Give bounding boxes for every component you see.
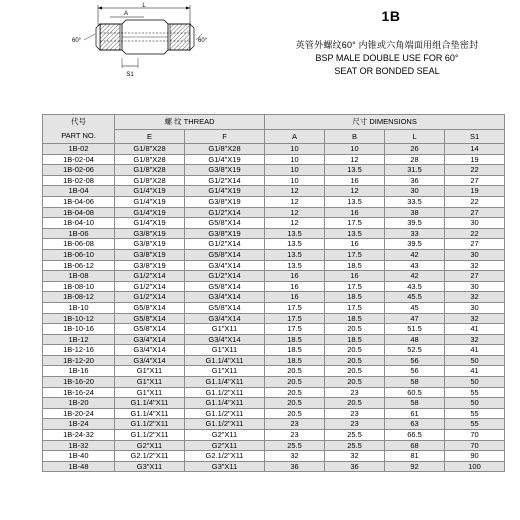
thread-f-cell: G1.1/4"X11 xyxy=(185,398,265,409)
part-number-cell: 1B-12-16 xyxy=(43,345,115,356)
dim-a-cell: 10 xyxy=(265,154,325,165)
dim-s1-cell: 22 xyxy=(445,196,505,207)
thread-f-cell: G5/8"X14 xyxy=(185,302,265,313)
thread-f-cell: G3/8"X19 xyxy=(185,165,265,176)
part-number-cell: 1B-16 xyxy=(43,366,115,377)
thread-e-cell: G1/8"X28 xyxy=(115,175,185,186)
part-number-cell: 1B-02-06 xyxy=(43,165,115,176)
dim-a-cell: 17.5 xyxy=(265,324,325,335)
thread-f-cell: G1/4"X19 xyxy=(185,186,265,197)
dim-b-cell: 23 xyxy=(325,387,385,398)
thread-e-cell: G1/8"X28 xyxy=(115,144,185,155)
part-number-cell: 1B-12-20 xyxy=(43,355,115,366)
thread-e-cell: G3/8"X19 xyxy=(115,239,185,250)
thread-f-cell: G1.1/4"X11 xyxy=(185,377,265,388)
thread-f-cell: G1/2"X14 xyxy=(185,271,265,282)
dim-l-cell: 28 xyxy=(385,154,445,165)
dim-s1-cell: 90 xyxy=(445,451,505,462)
thread-right xyxy=(170,24,190,50)
part-number-cell: 1B-04-08 xyxy=(43,207,115,218)
thread-e-cell: G1/2"X14 xyxy=(115,271,185,282)
thread-e-cell: G2.1/2"X11 xyxy=(115,451,185,462)
thread-e-cell: G3/4"X14 xyxy=(115,345,185,356)
dim-a-cell: 23 xyxy=(265,419,325,430)
thread-e-cell: G3/8"X19 xyxy=(115,260,185,271)
dim-s1-cell: 27 xyxy=(445,175,505,186)
thread-f-cell: G3/4"X14 xyxy=(185,313,265,324)
dim-a-cell: 20.5 xyxy=(265,387,325,398)
table-row xyxy=(43,302,505,313)
part-number-cell: 1B-02-04 xyxy=(43,154,115,165)
part-number-cell: 1B-02-08 xyxy=(43,175,115,186)
table-row xyxy=(43,207,505,218)
table-row xyxy=(43,377,505,388)
dim-s1-cell: 14 xyxy=(445,144,505,155)
thread-f-cell: G1.1/2"X11 xyxy=(185,408,265,419)
dim-b-cell: 25.5 xyxy=(325,430,385,441)
thread-f-cell: G3/4"X14 xyxy=(185,292,265,303)
part-number-cell: 1B-06-08 xyxy=(43,239,115,250)
dim-s1-cell: 55 xyxy=(445,387,505,398)
thread-f-cell: G1/4"X19 xyxy=(185,154,265,165)
part-number-cell: 1B-24-32 xyxy=(43,430,115,441)
dim-b-cell: 18.5 xyxy=(325,334,385,345)
dim-s1-cell: 55 xyxy=(445,419,505,430)
table-row xyxy=(43,398,505,409)
part-number-cell: 1B-08-12 xyxy=(43,292,115,303)
dim-l-cell: 56 xyxy=(385,355,445,366)
title-block xyxy=(262,8,512,78)
thread-f-cell: G5/8"X14 xyxy=(185,249,265,260)
thread-e-cell: G3/4"X14 xyxy=(115,355,185,366)
part-number-cell: 1B-08-10 xyxy=(43,281,115,292)
dimensions-header: 尺寸 DIMENSIONS xyxy=(265,115,505,130)
dim-b-cell: 18.5 xyxy=(325,313,385,324)
dim-a-cell: 13.5 xyxy=(265,260,325,271)
thread-f-cell: G5/8"X14 xyxy=(185,218,265,229)
dim-b-cell: 16 xyxy=(325,271,385,282)
spec-table-body xyxy=(43,144,505,472)
thread-e-cell: G2"X11 xyxy=(115,440,185,451)
thread-f-cell: G1.1/2"X11 xyxy=(185,419,265,430)
table-row xyxy=(43,218,505,229)
thread-e-cell: G3/8"X19 xyxy=(115,228,185,239)
thread-header: 螺 纹 THREAD xyxy=(115,115,265,130)
thread-f-cell: G2"X11 xyxy=(185,430,265,441)
dim-a-cell: 18.5 xyxy=(265,345,325,356)
dim-s1-cell: 30 xyxy=(445,218,505,229)
dim-l-cell: 61 xyxy=(385,408,445,419)
table-row xyxy=(43,165,505,176)
dim-b-cell: 18.5 xyxy=(325,292,385,303)
thread-f-cell: G1"X11 xyxy=(185,324,265,335)
thread-f-cell: G2"X11 xyxy=(185,440,265,451)
dim-l-cell: 33 xyxy=(385,228,445,239)
dim-l-cell: 45.5 xyxy=(385,292,445,303)
column-header-l: L xyxy=(385,130,445,144)
thread-f-cell: G1.1/2"X11 xyxy=(185,387,265,398)
dim-s1-cell: 70 xyxy=(445,440,505,451)
dim-b-cell: 32 xyxy=(325,451,385,462)
thread-e-cell: G1.1/4"X11 xyxy=(115,398,185,409)
part-number-cell: 1B-04-06 xyxy=(43,196,115,207)
dim-l-cell: 68 xyxy=(385,440,445,451)
dim-s1-cell: 32 xyxy=(445,260,505,271)
dim-s1-cell: 32 xyxy=(445,292,505,303)
column-header-s1: S1 xyxy=(445,130,505,144)
dim-s1-label: S1 xyxy=(126,72,134,78)
dim-l-cell: 39.5 xyxy=(385,239,445,250)
dim-a-cell: 32 xyxy=(265,451,325,462)
dim-s1-cell: 22 xyxy=(445,228,505,239)
thread-e-cell: G1"X11 xyxy=(115,377,185,388)
dim-l-cell: 33.5 xyxy=(385,196,445,207)
part-number-cell: 1B-04-10 xyxy=(43,218,115,229)
dim-l-cell: 43.5 xyxy=(385,281,445,292)
thread-f-cell: G5/8"X14 xyxy=(185,281,265,292)
part-number-header-cn: 代号 xyxy=(71,117,86,126)
dim-b-cell: 13.5 xyxy=(325,165,385,176)
thread-e-cell: G1/8"X28 xyxy=(115,165,185,176)
part-number-cell: 1B-48 xyxy=(43,461,115,472)
cone-right xyxy=(190,24,194,50)
dim-a-cell: 36 xyxy=(265,461,325,472)
dim-b-cell: 12 xyxy=(325,186,385,197)
dim-s1-cell: 30 xyxy=(445,281,505,292)
dim-s1-cell: 30 xyxy=(445,302,505,313)
table-row xyxy=(43,186,505,197)
part-number-cell: 1B-16-24 xyxy=(43,387,115,398)
dim-a-cell: 18.5 xyxy=(265,334,325,345)
column-header-e: E xyxy=(115,130,185,144)
dim-a-cell: 13.5 xyxy=(265,239,325,250)
dim-l-cell: 42 xyxy=(385,249,445,260)
dim-s1-cell: 27 xyxy=(445,271,505,282)
table-row xyxy=(43,387,505,398)
part-number-cell: 1B-32 xyxy=(43,440,115,451)
table-row xyxy=(43,355,505,366)
dim-arrow-right xyxy=(186,7,190,10)
part-number-header xyxy=(43,115,115,144)
dim-s1-cell: 41 xyxy=(445,345,505,356)
dim-b-cell: 16 xyxy=(325,207,385,218)
dim-a-cell: 16 xyxy=(265,271,325,282)
dim-a-cell: 12 xyxy=(265,186,325,197)
thread-e-cell: G1/4"X19 xyxy=(115,207,185,218)
dim-b-cell: 23 xyxy=(325,419,385,430)
dim-b-cell: 17.5 xyxy=(325,218,385,229)
subtitle-chinese: 英管外螺纹60° 内锥或六角端面用组合垫密封 xyxy=(295,40,479,50)
dim-s1-cell: 30 xyxy=(445,249,505,260)
table-row xyxy=(43,249,505,260)
thread-f-cell: G2.1/2"X11 xyxy=(185,451,265,462)
dim-s1-cell: 27 xyxy=(445,239,505,250)
thread-f-cell: G1/2"X14 xyxy=(185,239,265,250)
thread-left xyxy=(100,24,120,50)
thread-f-cell: G1"X11 xyxy=(185,345,265,356)
part-number-cell: 1B-06 xyxy=(43,228,115,239)
dim-l-cell: 92 xyxy=(385,461,445,472)
thread-e-cell: G1/4"X19 xyxy=(115,186,185,197)
dim-b-cell: 20.5 xyxy=(325,366,385,377)
table-row xyxy=(43,313,505,324)
column-header-b: B xyxy=(325,130,385,144)
table-row xyxy=(43,461,505,472)
dim-b-cell: 17.5 xyxy=(325,249,385,260)
dim-a-cell: 17.5 xyxy=(265,313,325,324)
thread-f-cell: G1/2"X14 xyxy=(185,175,265,186)
dim-l-cell: 42 xyxy=(385,271,445,282)
dim-b-cell: 13.5 xyxy=(325,228,385,239)
dim-a-cell: 16 xyxy=(265,292,325,303)
dim-a-label: A xyxy=(123,11,129,17)
table-row xyxy=(43,292,505,303)
dim-s1-cell: 19 xyxy=(445,186,505,197)
dim-b-cell: 17.5 xyxy=(325,302,385,313)
thread-e-cell: G3/8"X19 xyxy=(115,249,185,260)
table-row xyxy=(43,440,505,451)
dim-a-cell: 12 xyxy=(265,218,325,229)
table-row xyxy=(43,144,505,155)
part-number-header-en: PART NO. xyxy=(61,131,96,140)
part-number-cell: 1B-24 xyxy=(43,419,115,430)
dim-a-cell: 13.5 xyxy=(265,249,325,260)
dim-b-cell: 20.5 xyxy=(325,355,385,366)
dim-l-cell: 56 xyxy=(385,366,445,377)
dim-b-cell: 16 xyxy=(325,239,385,250)
table-row xyxy=(43,334,505,345)
part-number-cell: 1B-04 xyxy=(43,186,115,197)
dim-s1-cell: 19 xyxy=(445,154,505,165)
dim-l-cell: 52.5 xyxy=(385,345,445,356)
table-row xyxy=(43,324,505,335)
thread-e-cell: G1/4"X19 xyxy=(115,196,185,207)
table-row xyxy=(43,366,505,377)
part-number-cell: 1B-20 xyxy=(43,398,115,409)
dim-a-cell: 20.5 xyxy=(265,366,325,377)
dim-s1-cell: 50 xyxy=(445,377,505,388)
thread-e-cell: G1.1/2"X11 xyxy=(115,419,185,430)
dim-s1-cell: 50 xyxy=(445,398,505,409)
thread-f-cell: G1.1/4"X11 xyxy=(185,355,265,366)
dim-s1-cell: 55 xyxy=(445,408,505,419)
part-number-cell: 1B-20-24 xyxy=(43,408,115,419)
dim-l-cell: 39.5 xyxy=(385,218,445,229)
table-row xyxy=(43,430,505,441)
table-row xyxy=(43,408,505,419)
dim-s1-cell: 100 xyxy=(445,461,505,472)
thread-e-cell: G1.1/4"X11 xyxy=(115,408,185,419)
dim-a-cell: 17.5 xyxy=(265,302,325,313)
dim-b-cell: 18.5 xyxy=(325,260,385,271)
dim-b-cell: 20.5 xyxy=(325,377,385,388)
dim-l-cell: 31.5 xyxy=(385,165,445,176)
dim-s1-cell: 70 xyxy=(445,430,505,441)
dim-b-cell: 25.5 xyxy=(325,440,385,451)
thread-f-cell: G3/8"X19 xyxy=(185,196,265,207)
thread-e-cell: G1"X11 xyxy=(115,387,185,398)
dim-a-cell: 25.5 xyxy=(265,440,325,451)
thread-e-cell: G5/8"X14 xyxy=(115,313,185,324)
dim-b-cell: 10 xyxy=(325,144,385,155)
column-header-a: A xyxy=(265,130,325,144)
table-row xyxy=(43,228,505,239)
dim-b-cell: 20.5 xyxy=(325,398,385,409)
dim-s1-cell: 41 xyxy=(445,324,505,335)
thread-f-cell: G1/2"X14 xyxy=(185,207,265,218)
dim-a-cell: 16 xyxy=(265,281,325,292)
dim-a-cell: 10 xyxy=(265,165,325,176)
dim-l-cell: 48 xyxy=(385,334,445,345)
table-row xyxy=(43,419,505,430)
dim-s1-cell: 32 xyxy=(445,334,505,345)
dim-b-cell: 20.5 xyxy=(325,345,385,356)
dim-a-cell: 12 xyxy=(265,207,325,218)
dim-s1-cell: 41 xyxy=(445,366,505,377)
dim-arrow-left xyxy=(98,7,102,10)
part-number-cell: 1B-10 xyxy=(43,302,115,313)
dim-l-cell: 36 xyxy=(385,175,445,186)
thread-e-cell: G1.1/2"X11 xyxy=(115,430,185,441)
table-row xyxy=(43,196,505,207)
table-row xyxy=(43,281,505,292)
part-number-cell: 1B-12 xyxy=(43,334,115,345)
dim-b-cell: 13.5 xyxy=(325,196,385,207)
dim-s1-cell: 50 xyxy=(445,355,505,366)
dim-b-cell: 12 xyxy=(325,154,385,165)
dim-l-cell: 58 xyxy=(385,398,445,409)
dim-s1-cell: 27 xyxy=(445,207,505,218)
cone-left xyxy=(96,24,100,50)
dim-b-cell: 36 xyxy=(325,461,385,472)
thread-f-cell: G1/8"X28 xyxy=(185,144,265,155)
dim-b-cell: 16 xyxy=(325,175,385,186)
dim-l-cell: 58 xyxy=(385,377,445,388)
part-number-title: 1B xyxy=(381,8,401,24)
dim-a-cell: 10 xyxy=(265,144,325,155)
table-row xyxy=(43,345,505,356)
part-number-cell: 1B-02 xyxy=(43,144,115,155)
part-number-cell: 1B-06-10 xyxy=(43,249,115,260)
part-number-cell: 1B-16-20 xyxy=(43,377,115,388)
angle-right-label: 60° xyxy=(198,38,208,44)
dim-l-cell: 63 xyxy=(385,419,445,430)
part-number-cell: 1B-08 xyxy=(43,271,115,282)
dim-l-cell: 51.5 xyxy=(385,324,445,335)
table-row xyxy=(43,271,505,282)
thread-e-cell: G1/2"X14 xyxy=(115,281,185,292)
dim-a-cell: 12 xyxy=(265,196,325,207)
dim-a-cell: 20.5 xyxy=(265,377,325,388)
part-number-cell: 1B-10-12 xyxy=(43,313,115,324)
thread-f-cell: G3/4"X14 xyxy=(185,334,265,345)
thread-e-cell: G1/2"X14 xyxy=(115,292,185,303)
part-number-cell: 1B-40 xyxy=(43,451,115,462)
dim-l-cell: 60.5 xyxy=(385,387,445,398)
dim-a-cell: 20.5 xyxy=(265,398,325,409)
dim-l-cell: 66.5 xyxy=(385,430,445,441)
dim-b-cell: 20.5 xyxy=(325,324,385,335)
thread-e-cell: G1"X11 xyxy=(115,366,185,377)
table-row xyxy=(43,451,505,462)
part-number-cell: 1B-06-12 xyxy=(43,260,115,271)
dim-b-cell: 17.5 xyxy=(325,281,385,292)
dim-l-cell: 43 xyxy=(385,260,445,271)
fitting-diagram xyxy=(60,2,210,80)
dim-a-cell: 20.5 xyxy=(265,408,325,419)
dim-l-cell: 81 xyxy=(385,451,445,462)
thread-f-cell: G1"X11 xyxy=(185,366,265,377)
thread-e-cell: G5/8"X14 xyxy=(115,324,185,335)
dim-b-cell: 23 xyxy=(325,408,385,419)
dim-l-cell: 45 xyxy=(385,302,445,313)
table-row xyxy=(43,154,505,165)
spec-table xyxy=(42,114,505,472)
thread-e-cell: G1/8"X28 xyxy=(115,154,185,165)
dim-s1-cell: 22 xyxy=(445,165,505,176)
part-number-cell: 1B-10-16 xyxy=(43,324,115,335)
table-row xyxy=(43,175,505,186)
subtitle-english-line-2: SEAT OR BONDED SEAL xyxy=(334,66,440,76)
thread-f-cell: G3/4"X14 xyxy=(185,260,265,271)
thread-e-cell: G3/4"X14 xyxy=(115,334,185,345)
dim-a-cell: 10 xyxy=(265,175,325,186)
dim-l-cell: 47 xyxy=(385,313,445,324)
column-header-f: F xyxy=(185,130,265,144)
dim-a-cell: 18.5 xyxy=(265,355,325,366)
dim-a-cell: 13.5 xyxy=(265,228,325,239)
table-row xyxy=(43,239,505,250)
thread-e-cell: G5/8"X14 xyxy=(115,302,185,313)
angle-left-label: 60° xyxy=(72,38,82,44)
dim-l-cell: 30 xyxy=(385,186,445,197)
dim-l-cell: 26 xyxy=(385,144,445,155)
subtitle-english-line-1: BSP MALE DOUBLE USE FOR 60° xyxy=(315,53,459,63)
thread-f-cell: G3"X11 xyxy=(185,461,265,472)
thread-e-cell: G1/4"X19 xyxy=(115,218,185,229)
dim-l-cell: 38 xyxy=(385,207,445,218)
dim-l-label: L xyxy=(142,3,146,9)
thread-f-cell: G3/8"X19 xyxy=(185,228,265,239)
thread-e-cell: G3"X11 xyxy=(115,461,185,472)
dim-s1-cell: 32 xyxy=(445,313,505,324)
table-row xyxy=(43,260,505,271)
angle-left-leader xyxy=(84,34,95,40)
dim-a-cell: 23 xyxy=(265,430,325,441)
